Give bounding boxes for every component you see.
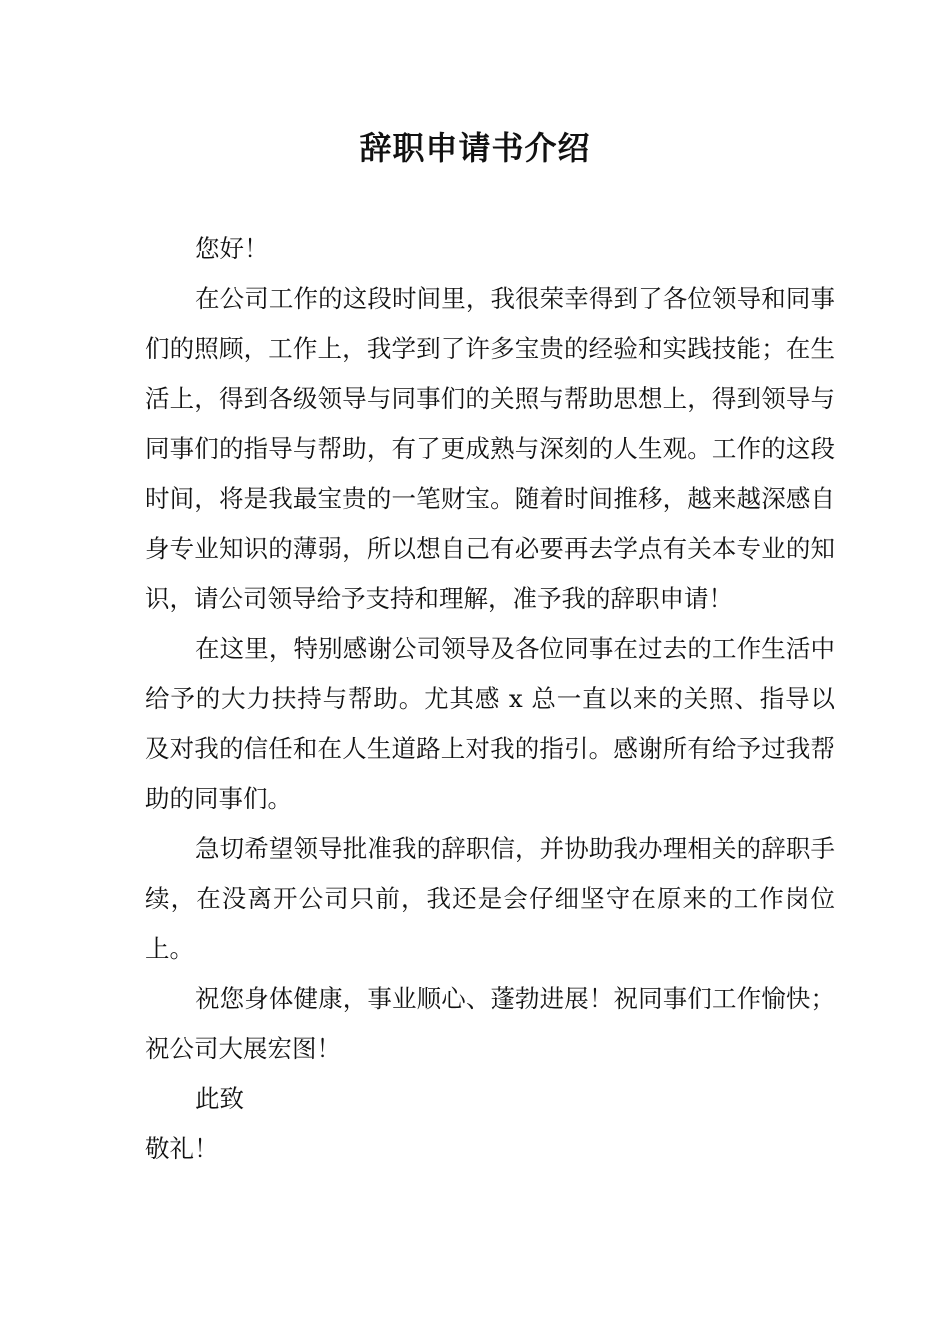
paragraph-gratitude: 在公司工作的这段时间里，我很荣幸得到了各位领导和同事们的照顾，工作上，我学到了许多宝贵的经验和实践技能；在生活上，得到各级领导与同事们的关照与帮助思想上，得到领导与同事们的指导与帮助，有了更成熟与深刻的人生观。工作的这段时间，将是我最宝贵的一笔财宝。随着时间推移，越来越深感自身专业知识的薄弱，所以想自己有必要再去学点有关本专业的知识，请公司领导给予支持和理解，准予我的辞职申请！ xyxy=(145,284,835,613)
document-title: 辞职申请书介绍 xyxy=(359,129,591,167)
paragraph-request: 急切希望领导批准我的辞职信，并协助我办理相关的辞职手续，在没离开公司只前，我还是会仔细坚守在原来的工作岗位上。 xyxy=(145,834,835,963)
paragraph-wishes: 祝您身体健康，事业顺心、蓬勃进展！祝同事们工作愉快；祝公司大展宏图！ xyxy=(145,984,835,1063)
document-body xyxy=(145,224,835,1174)
closing: 此致 xyxy=(195,1084,244,1113)
salute: 敬礼！ xyxy=(145,1134,219,1163)
greeting: 您好！ xyxy=(195,234,269,263)
paragraph-thanks: 在这里，特别感谢公司领导及各位同事在过去的工作生活中给予的大力扶持与帮助。尤其感 x 总一直以来的关照、指导以及对我的信任和在人生道路上对我的指引。感谢所有给予过我帮助的同事们。 xyxy=(145,634,835,813)
